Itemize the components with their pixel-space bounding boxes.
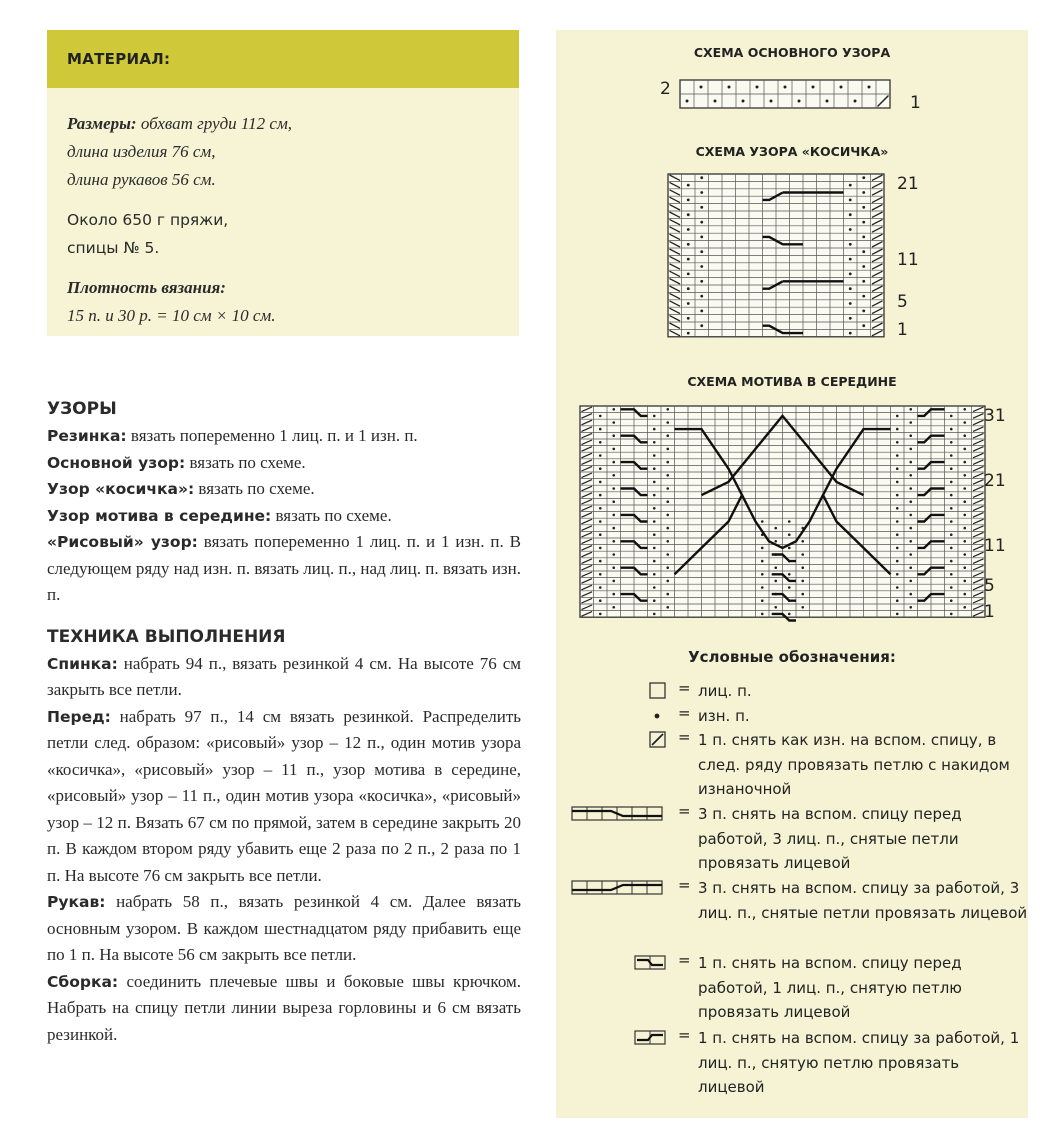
purl-dot: [950, 507, 953, 510]
purl-dot: [666, 527, 669, 530]
purl-dot: [612, 580, 615, 583]
purl-dot: [687, 243, 690, 246]
purl-dot: [862, 310, 865, 313]
technique-item: Рукав: набрать 58 п., вязать резинкой 4 см. Далее вязать основным узором. В каждом шестнадцатом ряду прибавить еще по 1 п. На высоте 56 см закрыть все петли.: [47, 892, 521, 964]
purl-dot: [599, 441, 602, 444]
purl-dot: [653, 613, 656, 616]
purl-dot: [700, 310, 703, 313]
purl-dot: [612, 566, 615, 569]
purl-dot: [666, 448, 669, 451]
purl-dot: [849, 302, 852, 305]
purl-dot: [849, 258, 852, 261]
purl-dot: [909, 580, 912, 583]
purl-dot: [909, 461, 912, 464]
purl-dot: [784, 86, 787, 89]
purl-dot: [896, 494, 899, 497]
purl-dot: [612, 514, 615, 517]
purl-dot: [612, 474, 615, 477]
purl-dot: [950, 520, 953, 523]
knit-square-icon: [649, 682, 667, 700]
purl-dot: [666, 580, 669, 583]
purl-dot: [612, 540, 615, 543]
purl-dot: [666, 474, 669, 477]
purl-dot-icon: [652, 711, 662, 721]
purl-dot: [862, 265, 865, 268]
purl-dot: [909, 606, 912, 609]
purl-dot: [950, 441, 953, 444]
technique-item: Перед: набрать 97 п., 14 см вязать резинкой. Распределить петли след. образом: «рисовый» узор – 12 п., один мотив узора «косичка», «рисовый» узор – 11 п., узор мотива в середине, «рисовый» узор – 11 п., один мотив узора «косичка», «рисовый» узор – 12 п. Вязать 67 см по прямой, затем в середине закрыть 20 п. В каждом втором ряду убавить еще 2 раза по 2 п., 2 раза по 1 п. На высоте 76 см закрыть все петли.: [47, 706, 521, 885]
purl-dot: [666, 487, 669, 490]
purl-dot: [896, 520, 899, 523]
purl-dot: [653, 415, 656, 418]
braid-pattern-chart: [666, 172, 896, 342]
purl-dot: [666, 461, 669, 464]
purl-dot: [653, 547, 656, 550]
purl-dot: [909, 500, 912, 503]
purl-dot: [761, 586, 764, 589]
purl-dot: [862, 206, 865, 209]
purl-dot: [812, 86, 815, 89]
cable-1-back-icon: [634, 1030, 668, 1046]
technique-item: Сборка: соединить плечевые швы и боковые швы крючком. Набрать на спицу петли линии выреза горловины и 6 см вязать резинкой.: [47, 971, 522, 1044]
purl-dot: [770, 100, 773, 103]
purl-dot: [950, 613, 953, 616]
purl-dot: [700, 280, 703, 283]
purl-dot: [909, 566, 912, 569]
purl-dot: [599, 586, 602, 589]
purl-dot: [963, 434, 966, 437]
purl-dot: [950, 573, 953, 576]
density-value: 15 п. и 30 р. = 10 см × 10 см.: [67, 306, 276, 325]
purl-dot: [612, 434, 615, 437]
purl-dot: [666, 500, 669, 503]
purl-dot: [963, 461, 966, 464]
purl-dot: [700, 221, 703, 224]
purl-dot: [599, 547, 602, 550]
purl-dot: [761, 547, 764, 550]
purl-dot: [909, 408, 912, 411]
purl-dot: [950, 547, 953, 550]
purl-dot: [963, 580, 966, 583]
purl-dot: [950, 415, 953, 418]
purl-dot: [909, 448, 912, 451]
purl-dot: [896, 533, 899, 536]
purl-dot: [963, 540, 966, 543]
purl-dot: [862, 280, 865, 283]
purl-dot: [599, 520, 602, 523]
purl-dot: [599, 481, 602, 484]
purl-dot: [950, 599, 953, 602]
purl-dot: [801, 606, 804, 609]
purl-dot: [761, 599, 764, 602]
motif-row-label: 5: [984, 576, 995, 596]
braid-row-label: 11: [897, 250, 919, 270]
purl-dot: [700, 176, 703, 179]
purl-dot: [700, 236, 703, 239]
purl-dot: [909, 434, 912, 437]
pattern-item: Резинка: вязать попеременно 1 лиц. п. и 1 изн. п.: [47, 426, 418, 445]
purl-dot: [653, 441, 656, 444]
motif-row-label: 31: [984, 406, 1006, 426]
purl-dot: [653, 454, 656, 457]
purl-dot: [849, 228, 852, 231]
purl-dot: [950, 428, 953, 431]
purl-dot: [963, 448, 966, 451]
purl-dot: [896, 428, 899, 431]
purl-dot: [909, 540, 912, 543]
main-row-label: 2: [660, 79, 671, 99]
main-chart-title: СХЕМА ОСНОВНОГО УЗОРА: [693, 45, 891, 60]
purl-dot: [666, 540, 669, 543]
purl-dot: [963, 500, 966, 503]
motif-row-label: 11: [984, 536, 1006, 556]
purl-dot: [862, 176, 865, 179]
purl-dot: [788, 520, 791, 523]
purl-dot: [700, 191, 703, 194]
braid-chart-title: СХЕМА УЗОРА «КОСИЧКА»: [695, 144, 889, 159]
purl-dot: [788, 573, 791, 576]
purl-dot: [950, 454, 953, 457]
purl-dot: [896, 507, 899, 510]
purl-dot: [896, 573, 899, 576]
purl-dot: [666, 434, 669, 437]
purl-dot: [909, 514, 912, 517]
purl-dot: [599, 573, 602, 576]
yarn-line2: спицы № 5.: [67, 239, 160, 257]
purl-dot: [963, 408, 966, 411]
purl-dot: [653, 481, 656, 484]
purl-dot: [909, 527, 912, 530]
motif-chart-title: СХЕМА МОТИВА В СЕРЕДИНЕ: [687, 374, 897, 389]
purl-dot: [950, 494, 953, 497]
purl-dot: [599, 454, 602, 457]
purl-dot: [909, 593, 912, 596]
purl-dot: [714, 100, 717, 103]
purl-dot: [896, 586, 899, 589]
purl-dot: [849, 287, 852, 290]
purl-dot: [896, 547, 899, 550]
purl-dot: [687, 332, 690, 335]
main-row-label: 1: [910, 93, 921, 113]
sizes-label: Размеры:: [67, 114, 137, 133]
braid-row-label: 21: [897, 174, 919, 194]
purl-dot: [774, 540, 777, 543]
purl-dot: [653, 520, 656, 523]
purl-dot: [849, 243, 852, 246]
material-heading: МАТЕРИАЛ:: [47, 30, 519, 88]
purl-dot: [700, 265, 703, 268]
slip-stitch-icon: [649, 731, 667, 749]
purl-dot: [909, 474, 912, 477]
purl-dot: [788, 533, 791, 536]
purl-dot: [862, 236, 865, 239]
purl-dot: [963, 606, 966, 609]
purl-dot: [653, 428, 656, 431]
purl-dot: [687, 273, 690, 276]
purl-dot: [612, 461, 615, 464]
purl-dot: [599, 428, 602, 431]
purl-dot: [862, 191, 865, 194]
purl-dot: [950, 481, 953, 484]
purl-dot: [909, 421, 912, 424]
purl-dot: [896, 613, 899, 616]
purl-dot: [801, 540, 804, 543]
purl-dot: [666, 606, 669, 609]
motif-row-label: 21: [984, 471, 1006, 491]
purl-dot: [854, 100, 857, 103]
purl-dot: [687, 258, 690, 261]
purl-dot: [653, 560, 656, 563]
cable-1-front-icon: [634, 955, 668, 971]
purl-dot: [950, 560, 953, 563]
purl-dot: [666, 566, 669, 569]
purl-dot: [653, 494, 656, 497]
purl-dot: [840, 86, 843, 89]
purl-dot: [700, 324, 703, 327]
purl-dot: [612, 421, 615, 424]
purl-dot: [963, 593, 966, 596]
purl-dot: [599, 507, 602, 510]
braid-row-label: 1: [897, 320, 908, 340]
sizes-line1: обхват груди 112 см,: [140, 114, 293, 133]
purl-dot: [896, 467, 899, 470]
density-label: Плотность вязания:: [67, 278, 226, 297]
purl-dot: [963, 527, 966, 530]
purl-dot: [742, 100, 745, 103]
purl-dot: [687, 184, 690, 187]
purl-dot: [653, 586, 656, 589]
purl-dot: [687, 302, 690, 305]
purl-dot: [909, 487, 912, 490]
purl-dot: [896, 481, 899, 484]
purl-dot: [666, 421, 669, 424]
purl-dot: [612, 408, 615, 411]
purl-dot: [700, 206, 703, 209]
purl-dot: [666, 514, 669, 517]
sizes-line2: длина изделия 76 см,: [67, 142, 216, 161]
purl-dot: [963, 514, 966, 517]
purl-dot: [653, 467, 656, 470]
purl-dot: [599, 533, 602, 536]
cable-3-back-icon: [571, 880, 667, 896]
purl-dot: [950, 533, 953, 536]
purl-dot: [653, 533, 656, 536]
purl-dot: [653, 507, 656, 510]
purl-dot: [653, 573, 656, 576]
main-pattern-chart: [676, 76, 906, 114]
technique-item: Спинка: набрать 94 п., вязать резинкой 4 см. На высоте 76 см закрыть все петли.: [47, 653, 521, 699]
purl-dot: [761, 520, 764, 523]
purl-dot: [666, 593, 669, 596]
purl-dot: [849, 317, 852, 320]
purl-dot: [826, 100, 829, 103]
purl-dot: [896, 560, 899, 563]
purl-dot: [801, 593, 804, 596]
cable-3-front-icon: [571, 806, 667, 822]
purl-dot: [801, 580, 804, 583]
purl-dot: [687, 317, 690, 320]
pattern-item: Основной узор: вязать по схеме.: [47, 452, 306, 472]
purl-dot: [653, 599, 656, 602]
yarn-line1: Около 650 г пряжи,: [67, 211, 229, 229]
purl-dot: [599, 599, 602, 602]
purl-dot: [963, 566, 966, 569]
sizes-line3: длина рукавов 56 см.: [67, 170, 216, 189]
technique-heading: ТЕХНИКА ВЫПОЛНЕНИЯ: [47, 626, 286, 647]
purl-dot: [687, 228, 690, 231]
purl-dot: [687, 287, 690, 290]
pattern-item: Узор «косичка»: вязать по схеме.: [47, 479, 315, 498]
purl-dot: [774, 606, 777, 609]
purl-dot: [612, 593, 615, 596]
purl-dot: [896, 454, 899, 457]
purl-dot: [801, 553, 804, 556]
purl-dot: [798, 100, 801, 103]
purl-dot: [612, 448, 615, 451]
motif-pattern-chart: [578, 404, 988, 624]
purl-dot: [862, 250, 865, 253]
purl-dot: [761, 560, 764, 563]
purl-dot: [756, 86, 759, 89]
purl-dot: [700, 250, 703, 253]
purl-dot: [761, 613, 764, 616]
patterns-heading: УЗОРЫ: [47, 399, 117, 419]
purl-dot: [774, 580, 777, 583]
legend-title: Условные обозначения:: [688, 648, 896, 666]
purl-dot: [788, 547, 791, 550]
purl-dot: [788, 586, 791, 589]
purl-dot: [963, 553, 966, 556]
purl-dot: [849, 213, 852, 216]
purl-dot: [862, 324, 865, 327]
purl-dot: [728, 86, 731, 89]
purl-dot: [666, 408, 669, 411]
purl-dot: [599, 560, 602, 563]
purl-dot: [599, 415, 602, 418]
purl-dot: [599, 467, 602, 470]
purl-dot: [963, 487, 966, 490]
purl-dot: [612, 553, 615, 556]
material-box: [47, 30, 519, 336]
purl-dot: [612, 606, 615, 609]
pattern-item: Узор мотива в середине: вязать по схеме.: [47, 505, 392, 525]
purl-dot: [666, 553, 669, 556]
purl-dot: [599, 613, 602, 616]
purl-dot: [599, 494, 602, 497]
purl-dot: [963, 421, 966, 424]
purl-dot: [862, 295, 865, 298]
purl-dot: [774, 527, 777, 530]
purl-dot: [612, 500, 615, 503]
purl-dot: [896, 415, 899, 418]
pattern-item: «Рисовый» узор: вязать попеременно 1 лиц. п. и 1 изн. п. В следующем ряду над изн. п. вязать лиц. п., над лиц. п. вязать изн. п.: [47, 532, 522, 604]
purl-dot: [612, 487, 615, 490]
purl-dot: [950, 467, 953, 470]
purl-dot: [687, 213, 690, 216]
purl-dot: [896, 441, 899, 444]
purl-dot: [849, 273, 852, 276]
purl-dot: [686, 100, 689, 103]
charts-panel: СХЕМА ОСНОВНОГО УЗОРА 2 1 СХЕМА УЗОРА «КОСИЧКА» 21 11 5 1 СХЕМА МОТИВА В СЕРЕДИНЕ 31 21 11 5 1 Условные обозначения: = лиц. п. = изн. п. = 1 п. снять как изн. на вспом. спицу, в след. ряду провязать петлю с накидом изнаночной = 3 п. снять на вспом. спицу перед работой, 3 лиц. п., снятые петли провязать лицевой = 3 п. снять на вспом. спицу за работой, 3 лиц. п., снятые петли провязать лицевой = 1 п. снять на вспом. спицу перед работой, 1 лиц. п., снятую петлю провязать лицевой = 1 п. снять на вспом. спицу за работой, 1 лиц. п., снятую петлю провязать лицевой: [556, 30, 1028, 1118]
purl-dot: [909, 553, 912, 556]
purl-dot: [801, 566, 804, 569]
purl-dot: [849, 199, 852, 202]
purl-dot: [868, 86, 871, 89]
braid-row-label: 5: [897, 292, 908, 312]
purl-dot: [788, 613, 791, 616]
purl-dot: [849, 184, 852, 187]
purl-dot: [687, 199, 690, 202]
purl-dot: [774, 566, 777, 569]
purl-dot: [849, 332, 852, 335]
motif-row-label: 1: [984, 602, 995, 622]
purl-dot: [896, 599, 899, 602]
purl-dot: [700, 295, 703, 298]
purl-dot: [963, 474, 966, 477]
material-body: [47, 88, 519, 330]
instructions-column: [47, 395, 521, 1048]
purl-dot: [612, 527, 615, 530]
purl-dot: [700, 86, 703, 89]
purl-dot: [862, 221, 865, 224]
purl-dot: [950, 586, 953, 589]
purl-dot: [761, 573, 764, 576]
